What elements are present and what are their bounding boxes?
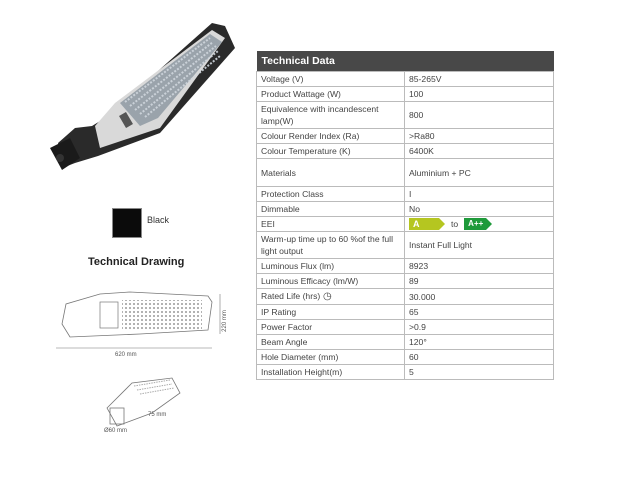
row-key-text: Dimmable xyxy=(261,204,300,214)
post-dimension: 75 mm xyxy=(148,412,167,418)
row-value: 100 xyxy=(405,87,554,102)
hole-dimension: Ø60 mm xyxy=(104,428,128,434)
row-key xyxy=(257,217,405,232)
eei-sep: to xyxy=(451,219,459,229)
row-key-text: Luminous Flux (lm) xyxy=(261,261,335,271)
row-key xyxy=(257,335,405,350)
row-value: >Ra80 xyxy=(405,129,554,144)
table-row xyxy=(257,72,554,87)
row-key-text: Warm-up time up to 60 %of the full light output xyxy=(261,234,393,256)
row-key-text: Beam Angle xyxy=(261,337,308,347)
table-row xyxy=(257,217,554,232)
row-value: 6400K xyxy=(405,144,554,159)
row-value: 5 xyxy=(405,365,554,380)
table-row xyxy=(257,320,554,335)
table-row xyxy=(257,259,554,274)
table-row xyxy=(257,159,554,187)
row-value: I xyxy=(405,187,554,202)
table-row xyxy=(257,187,554,202)
row-value: >0.9 xyxy=(405,320,554,335)
technical-drawing-top xyxy=(40,282,240,362)
row-value: 800 xyxy=(405,102,554,129)
row-key xyxy=(257,159,405,187)
row-key-text: Protection Class xyxy=(261,189,324,199)
row-value: Instant Full Light xyxy=(405,232,554,259)
row-key-text: EEI xyxy=(261,219,275,229)
table-body xyxy=(257,72,554,380)
table-row xyxy=(257,102,554,129)
row-key xyxy=(257,289,405,305)
table-row xyxy=(257,87,554,102)
row-key-text: Colour Render Index (Ra) xyxy=(261,131,360,141)
row-key-text: Power Factor xyxy=(261,322,313,332)
row-value: 30.000 xyxy=(405,289,554,305)
table-row xyxy=(257,129,554,144)
table-header: Technical Data xyxy=(257,51,554,72)
row-key-text: Colour Temperature (K) xyxy=(261,146,351,156)
length-dimension: 620 mm xyxy=(115,352,137,358)
row-key xyxy=(257,350,405,365)
row-value: 89 xyxy=(405,274,554,289)
row-key-text: Materials xyxy=(261,167,296,178)
row-key xyxy=(257,87,405,102)
row-key xyxy=(257,72,405,87)
table-row xyxy=(257,274,554,289)
color-swatch xyxy=(112,208,142,238)
technical-data-table xyxy=(256,51,554,380)
row-key xyxy=(257,274,405,289)
width-dimension: 220 mm xyxy=(221,310,228,332)
row-value: Aluminium + PC xyxy=(405,159,554,187)
table-row xyxy=(257,289,554,305)
table-row xyxy=(257,335,554,350)
row-key-text: Luminous Efficacy (lm/W) xyxy=(261,276,359,286)
row-value: 65 xyxy=(405,305,554,320)
drawing-title: Technical Drawing xyxy=(88,256,185,268)
table-row xyxy=(257,232,554,259)
row-key xyxy=(257,187,405,202)
row-key xyxy=(257,129,405,144)
row-key-text: IP Rating xyxy=(261,307,297,317)
table-row xyxy=(257,350,554,365)
color-label: Black xyxy=(147,215,170,225)
clock-icon: ◷ xyxy=(320,291,332,302)
row-value xyxy=(405,217,554,232)
row-key xyxy=(257,305,405,320)
product-image xyxy=(40,18,245,183)
row-value: 60 xyxy=(405,350,554,365)
row-value: 85-265V xyxy=(405,72,554,87)
row-key-text: Product Wattage (W) xyxy=(261,89,341,99)
row-key xyxy=(257,144,405,159)
row-key xyxy=(257,232,405,259)
row-key-text: Rated Life (hrs) xyxy=(261,291,321,301)
table-row xyxy=(257,202,554,217)
row-key xyxy=(257,259,405,274)
eei-from-badge: A xyxy=(409,218,439,230)
row-value: No xyxy=(405,202,554,217)
table-row xyxy=(257,144,554,159)
row-value: 8923 xyxy=(405,259,554,274)
row-key-text: Voltage (V) xyxy=(261,74,304,84)
row-key-text: Hole Diameter (mm) xyxy=(261,352,339,362)
table-row xyxy=(257,305,554,320)
row-key-text: Installation Height(m) xyxy=(261,367,343,377)
row-key xyxy=(257,365,405,380)
eei-to-badge: A++ xyxy=(464,218,486,230)
row-key xyxy=(257,320,405,335)
row-key xyxy=(257,102,405,129)
row-key xyxy=(257,202,405,217)
row-value: 120° xyxy=(405,335,554,350)
table-row xyxy=(257,365,554,380)
row-key-text: Equivalence with incandescent lamp(W) xyxy=(261,104,379,126)
